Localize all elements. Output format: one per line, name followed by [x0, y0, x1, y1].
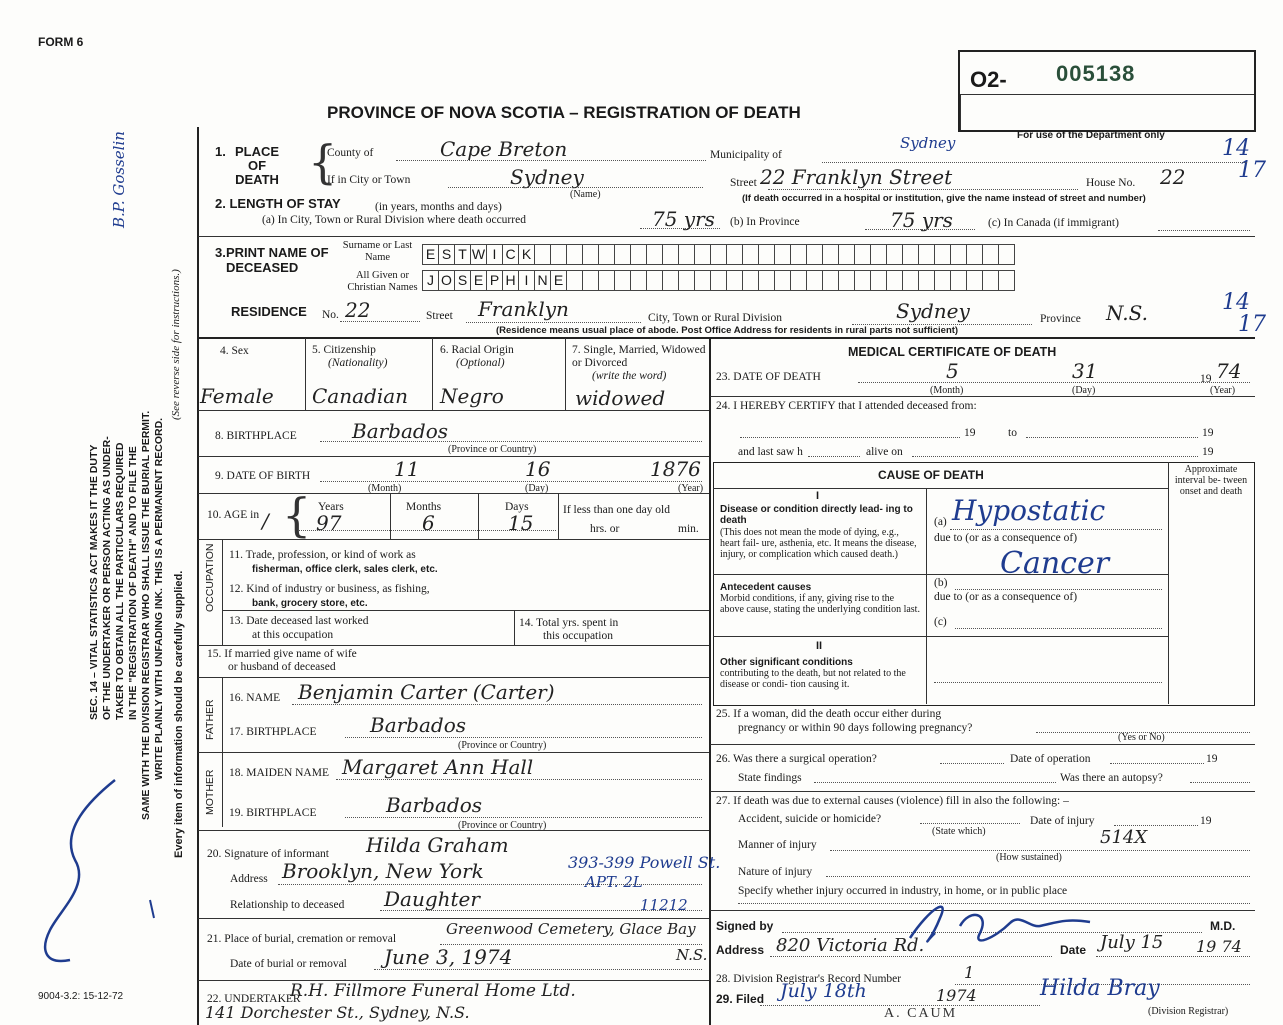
age-label: 10. AGE in: [207, 509, 260, 521]
cause-c-label: (c): [934, 616, 947, 628]
given-letter-box-34: [967, 270, 983, 291]
stay-b-value: 75 yrs: [890, 208, 953, 232]
q13-hint: at this occupation: [252, 629, 334, 641]
burial-date-label: Date of burial or removal: [230, 958, 347, 970]
given-letter-box-6: I: [519, 270, 535, 291]
given-letter-box-21: [759, 270, 775, 291]
registrar-label: (Division Registrar): [1148, 1006, 1229, 1017]
surname-letter-box-11: [599, 244, 615, 265]
given-letter-box-12: [615, 270, 631, 291]
mother-birthplace: Barbados: [386, 793, 483, 817]
q16-label: 16. NAME: [229, 692, 281, 704]
stay-hint: (in years, months and days): [375, 201, 502, 213]
given-letter-box-13: [631, 270, 647, 291]
stay-label: 2. LENGTH OF STAY: [215, 196, 341, 211]
residence-note: (Residence means usual place of abode. Post Office Address for residents in rural parts not sufficient): [496, 325, 959, 336]
q13-label: 13. Date deceased last worked: [229, 615, 369, 627]
father-prov-hint: (Province or Country): [458, 740, 547, 751]
cause-b-label: (b): [934, 577, 948, 589]
physician-address-label: Address: [716, 943, 765, 957]
cause-title: CAUSE OF DEATH: [878, 468, 984, 482]
marital-label: 7. Single, Married, Widowed or Divorced (write the word): [572, 344, 706, 382]
specify-label: Specify whether injury occurred in industry, in home, or in public place: [738, 885, 1068, 897]
given-letter-box-23: [791, 270, 807, 291]
surname-letter-box-23: [791, 244, 807, 265]
surname-letter-box-20: [743, 244, 759, 265]
given-letter-box-22: [775, 270, 791, 291]
given-letter-box-33: [951, 270, 967, 291]
residence-label: RESIDENCE: [231, 304, 307, 319]
due-to-a: due to (or as a consequence of): [934, 532, 1078, 544]
surname-letter-box-5: C: [503, 244, 519, 265]
side-instructions: (See reverse side for instructions.): [170, 269, 182, 420]
place-brace: {: [308, 135, 338, 189]
given-letter-box-15: [663, 270, 679, 291]
place-num: 1.: [215, 144, 226, 159]
surname-letter-box-22: [775, 244, 791, 265]
surname-letter-box-12: [615, 244, 631, 265]
dept-code-3: 14: [1222, 290, 1250, 315]
signed-by-label: Signed by: [716, 919, 774, 933]
surname-letter-box-3: W: [471, 244, 487, 265]
relationship-value: Daughter: [384, 887, 480, 911]
given-letter-box-8: E: [551, 270, 567, 291]
age-days: 15: [508, 511, 534, 535]
given-letter-box-25: [823, 270, 839, 291]
given-letter-box-2: S: [455, 270, 471, 291]
street-label: Street: [730, 177, 757, 189]
surname-letter-box-16: [679, 244, 695, 265]
address-label: Address: [230, 873, 268, 885]
side-initials: B.P. Gosselin: [110, 131, 128, 228]
last-saw: and last saw h: [738, 446, 803, 458]
signed-year: 19 74: [1196, 937, 1242, 956]
father-side-label: FATHER: [204, 699, 216, 740]
city-value: Sydney: [510, 165, 584, 189]
stay-a-value: 75 yrs: [652, 207, 715, 231]
surname-letter-box-24: [807, 244, 823, 265]
side-line5: SAME WITH THE DIVISION REGISTRAR WHO SHALL ISSUE THE BURIAL PERMIT.: [140, 410, 152, 820]
stay-b-label: (b) In Province: [730, 216, 800, 228]
surname-letter-box-25: [823, 244, 839, 265]
filed-date: July 18th: [780, 980, 867, 1002]
surname-letter-box-15: [663, 244, 679, 265]
given-letter-box-7: N: [535, 270, 551, 291]
surname-letter-box-32: [935, 244, 951, 265]
surname-letter-box-13: [631, 244, 647, 265]
dept-use-label: For use of the Department only: [1017, 130, 1165, 141]
dob-day-hint: (Day): [525, 483, 549, 494]
other-note: contributing to the death, but not related to the disease or condi- tion causing it.: [720, 668, 906, 690]
side-pen-mark: [20, 770, 170, 970]
sex-value: Female: [200, 384, 274, 408]
informant-address2: 393-399 Powell St.: [568, 853, 721, 872]
stamp-text: A. CAUM: [884, 1006, 958, 1021]
op-date-label: Date of operation: [1010, 753, 1091, 765]
given-letter-box-36: [999, 270, 1015, 291]
q24-label: 24. I HEREBY CERTIFY that I attended deceased from:: [716, 400, 977, 412]
record-number: 1: [964, 963, 975, 982]
side-line2: OF THE UNDERTAKER OR PERSON ACTING AS UNDER-: [101, 436, 113, 720]
years-label: Years: [318, 501, 344, 513]
surname-letter-box-36: [999, 244, 1015, 265]
given-letter-box-10: [583, 270, 599, 291]
given-letter-box-18: [711, 270, 727, 291]
side-line6: WRITE PLAINLY WITH UNFADING INK. THIS IS A PERMANENT RECORD.: [153, 417, 165, 780]
injury-code: 514X: [1100, 827, 1148, 848]
state-which: (State which): [932, 826, 986, 837]
other-title: Other significant conditions: [720, 657, 853, 668]
q11-label: 11. Trade, profession, or kind of work as: [229, 549, 416, 561]
house-label: House No.: [1086, 177, 1136, 189]
surname-letter-box-8: [551, 244, 567, 265]
age-unit-mark: /: [262, 509, 269, 533]
signed-date: July 15: [1100, 932, 1164, 953]
stay-a-label: (a) In City, Town or Rural Division where death occurred: [262, 214, 526, 226]
q21-label: 21. Place of burial, cremation or removal: [207, 933, 397, 945]
yes-no-hint: (Yes or No): [1118, 732, 1165, 743]
racial-value: Negro: [440, 384, 504, 408]
res-city-value: Sydney: [896, 299, 970, 323]
name-hint: (Name): [570, 189, 601, 200]
physician-address: 820 Victoria Rd.: [776, 935, 925, 956]
state-findings: State findings: [738, 772, 802, 784]
burial-place: Greenwood Cemetery, Glace Bay: [446, 920, 696, 938]
death-month: 5: [946, 359, 959, 383]
surname-letter-box-35: [983, 244, 999, 265]
q12-label: 12. Kind of industry or business, as fishing,: [229, 583, 430, 595]
form-number: FORM 6: [38, 35, 84, 49]
given-letter-box-27: [855, 270, 871, 291]
occupation-side-label: OCCUPATION: [204, 543, 216, 612]
surname-letter-box-18: [711, 244, 727, 265]
months-label: Months: [406, 501, 442, 513]
nature-label: Nature of injury: [738, 866, 813, 878]
city-label: If in City or Town: [327, 174, 411, 186]
informant-address3: APT. 2L: [585, 873, 643, 891]
q14-hint: this occupation: [543, 630, 613, 642]
mother-name: Margaret Ann Hall: [342, 755, 534, 779]
injury-19: 19: [1200, 815, 1212, 827]
informant-zip: 11212: [640, 896, 688, 914]
given-letter-box-4: P: [487, 270, 503, 291]
surname-boxes: [422, 244, 1015, 265]
disease-note: (This does not mean the mode of dying, e.g., heart fail- ure, asthenia, etc. It means the disease, injury, or complication which caused death.): [720, 527, 917, 560]
autopsy-label: Was there an autopsy?: [1060, 772, 1163, 784]
surname-letter-box-21: [759, 244, 775, 265]
informant-address: Brooklyn, New York: [282, 859, 484, 883]
given-letter-box-35: [983, 270, 999, 291]
surname-letter-box-6: K: [519, 244, 535, 265]
antecedent-note: Morbid conditions, if any, giving rise to the above cause, stating the underlying condition last.: [720, 593, 920, 615]
days-label: Days: [505, 501, 529, 513]
dob-label: 9. DATE OF BIRTH: [215, 470, 311, 482]
dob-year-hint: (Year): [678, 483, 704, 494]
interval-label: Approximate interval be- tween onset and death: [1174, 464, 1248, 497]
surname-letter-box-29: [887, 244, 903, 265]
surname-letter-box-9: [567, 244, 583, 265]
antecedent-title: Antecedent causes: [720, 582, 812, 593]
surname-letter-box-30: [903, 244, 919, 265]
q15-label: 15. If married give name of wife: [207, 648, 357, 660]
registrar-signature: Hilda Bray: [1040, 976, 1160, 1001]
how-sustained: (How sustained): [996, 852, 1062, 863]
q23-label: 23. DATE OF DEATH: [716, 371, 821, 383]
given-letter-box-19: [727, 270, 743, 291]
dob-month: 11: [394, 457, 420, 481]
mother-side-label: MOTHER: [204, 769, 216, 815]
md-label: M.D.: [1210, 919, 1236, 933]
res-street-value: Franklyn: [478, 297, 569, 321]
accident-label: Accident, suicide or homicide?: [738, 813, 882, 825]
q29-label: 29. Filed: [716, 992, 765, 1006]
q19-label: 19. BIRTHPLACE: [229, 807, 317, 819]
municipality-label: Municipality of: [710, 149, 782, 161]
given-boxes: [422, 270, 1015, 291]
informant-signature: Hilda Graham: [366, 833, 509, 857]
given-letter-box-3: E: [471, 270, 487, 291]
form-code: 9004-3.2: 15-12-72: [38, 991, 124, 1002]
death-day: 31: [1072, 359, 1098, 383]
q22-label: 22. UNDERTAKER: [207, 993, 301, 1005]
hospital-note: (If death occurred in a hospital or institution, give the name instead of street and number): [742, 193, 1146, 204]
age-years: 97: [316, 511, 342, 535]
cause-a-label: (a): [934, 516, 947, 528]
form-left-border: [197, 127, 199, 1025]
side-line4: IN THE "REGISTRATION OF DEATH" AND TO FILE THE: [127, 446, 139, 720]
disease-title: Disease or condition directly lead- ing to death: [720, 504, 913, 526]
stay-c-label: (c) In Canada (if immigrant): [988, 217, 1119, 229]
q14-label: 14. Total yrs. spent in: [519, 617, 619, 629]
relationship-label: Relationship to deceased: [230, 899, 345, 911]
undertaker-name: R.H. Fillmore Funeral Home Ltd.: [290, 981, 576, 1001]
burial-date: June 3, 1974: [384, 945, 513, 969]
surname-letter-box-0: E: [422, 244, 439, 265]
q27-label: 27. If death was due to external causes (violence) fill in also the following: –: [716, 795, 1069, 807]
medical-title: MEDICAL CERTIFICATE OF DEATH: [848, 345, 1057, 359]
surname-letter-box-19: [727, 244, 743, 265]
given-letter-box-28: [871, 270, 887, 291]
surname-letter-box-26: [839, 244, 855, 265]
father-birthplace: Barbados: [370, 713, 467, 737]
res-city-label: City, Town or Rural Division: [648, 312, 783, 324]
surname-letter-box-2: T: [455, 244, 471, 265]
page-title: PROVINCE OF NOVA SCOTIA – REGISTRATION OF DEATH: [327, 103, 801, 122]
racial-label: 6. Racial Origin (Optional): [440, 344, 514, 369]
surname-letter-box-17: [695, 244, 711, 265]
name-num: 3.: [215, 245, 226, 260]
given-letter-box-1: O: [439, 270, 455, 291]
res-province-label: Province: [1040, 313, 1081, 325]
surname-letter-box-33: [951, 244, 967, 265]
birthplace-label: 8. BIRTHPLACE: [215, 430, 297, 442]
given-letter-box-5: H: [503, 270, 519, 291]
side-sec14: SEC. 14 – VITAL STATISTICS ACT MAKES IT THE DUTY: [88, 444, 100, 720]
manner-label: Manner of injury: [738, 839, 817, 851]
given-letter-box-29: [887, 270, 903, 291]
place-label: PLACE OF DEATH: [234, 144, 280, 187]
q24-to: to: [1008, 427, 1017, 439]
dob-day: 16: [525, 457, 551, 481]
q15-hint: or husband of deceased: [228, 661, 336, 673]
q28-label: 28. Division Registrar's Record Number: [716, 973, 902, 985]
res-no-value: 22: [345, 298, 371, 322]
q24-19b: 19: [1202, 427, 1214, 439]
surname-letter-box-31: [919, 244, 935, 265]
father-name: Benjamin Carter (Carter): [298, 680, 555, 704]
q24-19a: 19: [964, 427, 976, 439]
injury-date-label: Date of injury: [1030, 815, 1095, 827]
county-label: County of: [327, 147, 374, 159]
burial-state: N.S.: [676, 946, 708, 964]
q18-label: 18. MAIDEN NAME: [229, 767, 329, 779]
given-letter-box-26: [839, 270, 855, 291]
undertaker-address: 141 Dorchester St., Sydney, N.S.: [205, 1003, 470, 1022]
citizenship-value: Canadian: [312, 384, 409, 408]
surname-letter-box-28: [871, 244, 887, 265]
municipality-value: Sydney: [900, 134, 956, 152]
reg-number: 005138: [1056, 61, 1136, 86]
death-month-hint: (Month): [930, 385, 964, 396]
given-letter-box-0: J: [422, 270, 439, 291]
cause-a-value: Hypostatic: [952, 494, 1106, 527]
res-province-value: N.S.: [1106, 301, 1148, 325]
q12-hint: bank, grocery store, etc.: [252, 598, 368, 609]
given-letter-box-9: [567, 270, 583, 291]
surname-letter-box-27: [855, 244, 871, 265]
street-value: 22 Franklyn Street: [760, 165, 953, 189]
marital-value: widowed: [575, 386, 666, 410]
filed-year: 1974: [936, 986, 977, 1005]
given-label: All Given or Christian Names: [347, 270, 418, 293]
surname-letter-box-1: S: [439, 244, 455, 265]
surname-letter-box-14: [647, 244, 663, 265]
given-letter-box-11: [599, 270, 615, 291]
side-line3: TAKER TO OBTAIN ALL THE PARTICULARS REQUIRED: [114, 442, 126, 720]
citizenship-label: 5. Citizenship (Nationality): [312, 344, 388, 369]
death-day-hint: (Day): [1072, 385, 1096, 396]
cause-a-value2: Cancer: [1000, 546, 1110, 581]
q11-hint: fisherman, office clerk, sales clerk, etc.: [252, 564, 438, 575]
given-letter-box-20: [743, 270, 759, 291]
house-value: 22: [1160, 165, 1186, 189]
given-letter-box-24: [807, 270, 823, 291]
death-year-prefix: 19: [1200, 373, 1212, 385]
registration-box: [958, 50, 1256, 132]
surname-letter-box-34: [967, 244, 983, 265]
dob-year: 1876: [650, 457, 701, 481]
mother-prov-hint: (Province or Country): [458, 820, 547, 831]
dept-code-2: 17: [1238, 158, 1266, 183]
name-label: PRINT NAME OF DECEASED: [226, 245, 329, 275]
death-year-hint: (Year): [1210, 385, 1236, 396]
q25-hint: pregnancy or within 90 days following pregnancy?: [738, 722, 973, 734]
q20-label: 20. Signature of informant: [207, 848, 330, 860]
death-year: 74: [1216, 359, 1242, 383]
reg-prefix: O2-: [970, 67, 1007, 92]
sex-label: 4. Sex: [220, 345, 249, 357]
hrs-label: hrs. or: [590, 523, 620, 535]
res-no-label: No.: [322, 309, 339, 321]
q24-19c: 19: [1202, 446, 1214, 458]
op-19: 19: [1206, 753, 1218, 765]
surname-letter-box-10: [583, 244, 599, 265]
given-letter-box-16: [679, 270, 695, 291]
county-value: Cape Breton: [440, 137, 568, 161]
roman-2: II: [816, 640, 823, 652]
surname-label: Surname or Last Name: [342, 240, 413, 263]
q26-label: 26. Was there a surgical operation?: [716, 753, 877, 765]
surname-letter-box-7: [535, 244, 551, 265]
birthplace-value: Barbados: [352, 419, 449, 443]
given-letter-box-30: [903, 270, 919, 291]
dob-month-hint: (Month): [368, 483, 402, 494]
alive-on: alive on: [866, 446, 903, 458]
given-letter-box-31: [919, 270, 935, 291]
given-letter-box-17: [695, 270, 711, 291]
q17-label: 17. BIRTHPLACE: [229, 726, 317, 738]
due-to-b: due to (or as a consequence of): [934, 591, 1078, 603]
date-label: Date: [1060, 943, 1087, 957]
min-label: min.: [678, 523, 699, 535]
birthplace-hint: (Province or Country): [448, 444, 537, 455]
dept-code-4: 17: [1238, 312, 1266, 337]
age-brace: {: [282, 488, 312, 542]
surname-letter-box-4: I: [487, 244, 503, 265]
dept-code-1: 14: [1222, 136, 1250, 161]
age-months: 6: [422, 511, 435, 535]
res-street-label: Street: [426, 310, 453, 322]
roman-1: I: [816, 490, 820, 502]
given-letter-box-32: [935, 270, 951, 291]
less-day-label: If less than one day old: [563, 504, 670, 516]
q25-label: 25. If a woman, did the death occur either during: [716, 708, 942, 720]
side-every-item: Every item of information should be carefully supplied.: [173, 570, 185, 858]
given-letter-box-14: [647, 270, 663, 291]
